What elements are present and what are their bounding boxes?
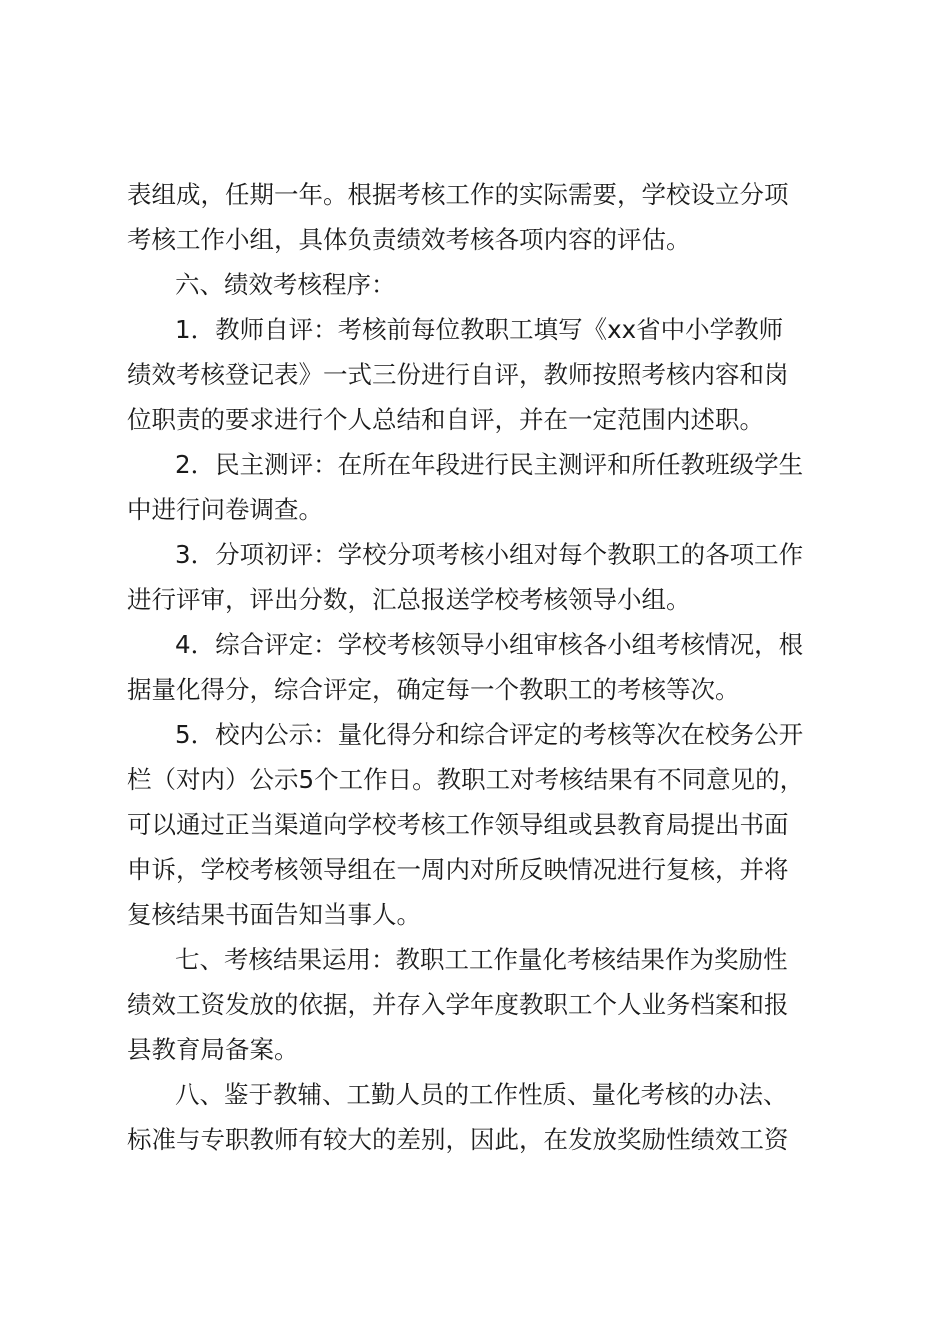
text-line: 3．分项初评：学校分项考核小组对每个教职工的各项工作 (175, 540, 804, 569)
text-line: 位职责的要求进行个人总结和自评，并在一定范围内述职。 (127, 405, 764, 434)
text-line: 5．校内公示：量化得分和综合评定的考核等次在校务公开 (175, 720, 804, 749)
text-line: 标准与专职教师有较大的差别，因此，在发放奖励性绩效工资 (127, 1125, 789, 1154)
text-line: 4．综合评定：学校考核领导小组审核各小组考核情况，根 (175, 630, 804, 659)
text-line: 县教育局备案。 (127, 1035, 299, 1064)
text-line: 中进行问卷调查。 (127, 495, 323, 524)
text-line: 可以通过正当渠道向学校考核工作领导组或县教育局提出书面 (127, 810, 789, 839)
text-line: 1．教师自评：考核前每位教职工填写《xx省中小学教师 (175, 315, 784, 344)
text-line: 进行评审，评出分数，汇总报送学校考核领导小组。 (127, 585, 691, 614)
text-line: 栏（对内）公示5个工作日。教职工对考核结果有不同意见的， (127, 765, 805, 794)
text-line: 申诉，学校考核领导组在一周内对所反映情况进行复核，并将 (127, 855, 789, 884)
section-heading: 八、鉴于教辅、工勤人员的工作性质、量化考核的办法、 (175, 1080, 788, 1109)
text-line: 复核结果书面告知当事人。 (127, 900, 421, 929)
text-line: 据量化得分，综合评定，确定每一个教职工的考核等次。 (127, 675, 740, 704)
text-line: 表组成，任期一年。根据考核工作的实际需要，学校设立分项 (127, 180, 789, 209)
text-line: 绩效考核登记表》一式三份进行自评，教师按照考核内容和岗 (127, 360, 789, 389)
section-heading: 六、绩效考核程序： (175, 270, 396, 299)
text-line: 考核工作小组，具体负责绩效考核各项内容的评估。 (127, 225, 691, 254)
text-line: 绩效工资发放的依据，并存入学年度教职工个人业务档案和报 (127, 990, 789, 1019)
section-heading: 七、考核结果运用：教职工工作量化考核结果作为奖励性 (175, 945, 788, 974)
text-line: 2．民主测评：在所在年段进行民主测评和所任教班级学生 (175, 450, 804, 479)
